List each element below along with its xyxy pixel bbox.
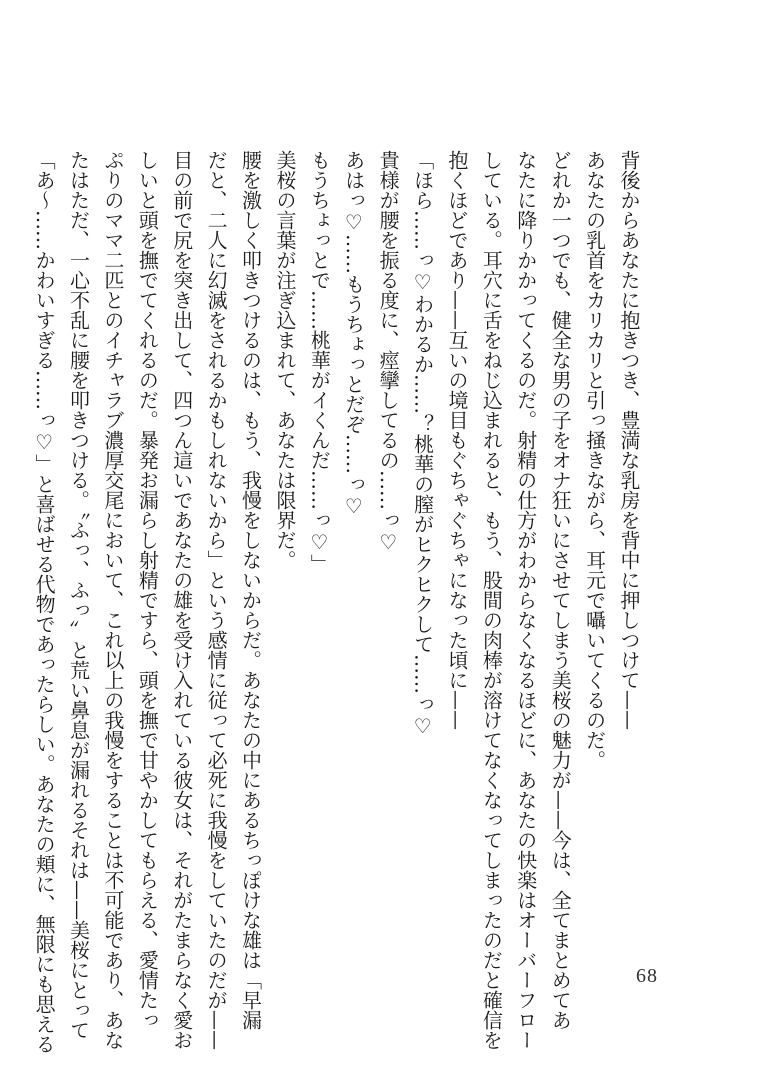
text-line: しいと頭を撫でてくれるのだ。暴発お漏らし射精ですら、頭を撫で甘やかしてもらえる、愛情たっ xyxy=(135,150,160,1030)
text-line: 背後からあなたに抱きつき、豊満な乳房を背中に押しつけて—— xyxy=(617,150,641,730)
text-line: 「ほら……っ♡わかるか……？桃華の膣がヒクヒクして……っ♡ xyxy=(410,150,435,738)
text-line: 美桜の言葉が注ぎ込まれて、あなたは限界だ。 xyxy=(272,150,297,570)
text-line: している。耳穴に舌をねじ込まれると、もう、股間の肉棒が溶けてなくなってしまったのだと確信を xyxy=(479,150,504,1050)
text-line: あなたの乳首をカリカリと引っ掻きながら、耳元で囁いてくるのだ。 xyxy=(582,150,607,770)
text-line: たはただ、一心不乱に腰を叩きつける。〝ふっ、ふっ〟と荒い鼻息が漏れるそれは——美桜にとって xyxy=(66,150,91,1040)
text-line: 目の前で尻を突き出して、四つん這いであなたの雄を受け入れている彼女は、それがたまらなく愛お xyxy=(169,150,194,1050)
text-line: あはっ♡……もうちょっとだぞ……っ♡ xyxy=(341,150,366,518)
vertical-text-body xyxy=(32,150,646,1054)
page-number: 68 xyxy=(636,965,658,987)
text-line: なたに降りかかってくるのだ。射精の仕方がわからなくなるほどに、あなたの快楽はオーバーフロー xyxy=(513,150,538,1050)
text-line: 抱くほどであり——互いの境目もぐちゃぐちゃになった頃に—— xyxy=(444,150,469,730)
text-line: だと、二人に幻滅をされるかもしれないから」という感情に従って必死に我慢をしていたのだが—— xyxy=(204,150,229,1050)
text-line: 腰を激しく叩きつけるのは、もう、我慢をしないからだ。あなたの中にあるちっぽけな雄は「早漏 xyxy=(238,150,263,1030)
text-line: もうちょっとで……桃華がイくんだ……っ♡」 xyxy=(307,150,332,574)
text-line: 貴様が腰を振る度に、痙攣してるの……っ♡ xyxy=(376,150,401,554)
text-line: 「あ〜……かわいすぎる……っ♡」と喜ばせる代物であったらしい。あなたの頬に、無限にも思える xyxy=(32,150,57,1054)
text-line: どれか一つでも、健全な男の子をオナ狂いにさせてしまう美桜の魅力が——今は、全てまとめてあ xyxy=(548,150,573,1030)
text-line: ぷりのママ二匹とのイチャラブ濃厚交尾において、これ以上の我慢をすることは不可能であり、あな xyxy=(100,150,125,1050)
